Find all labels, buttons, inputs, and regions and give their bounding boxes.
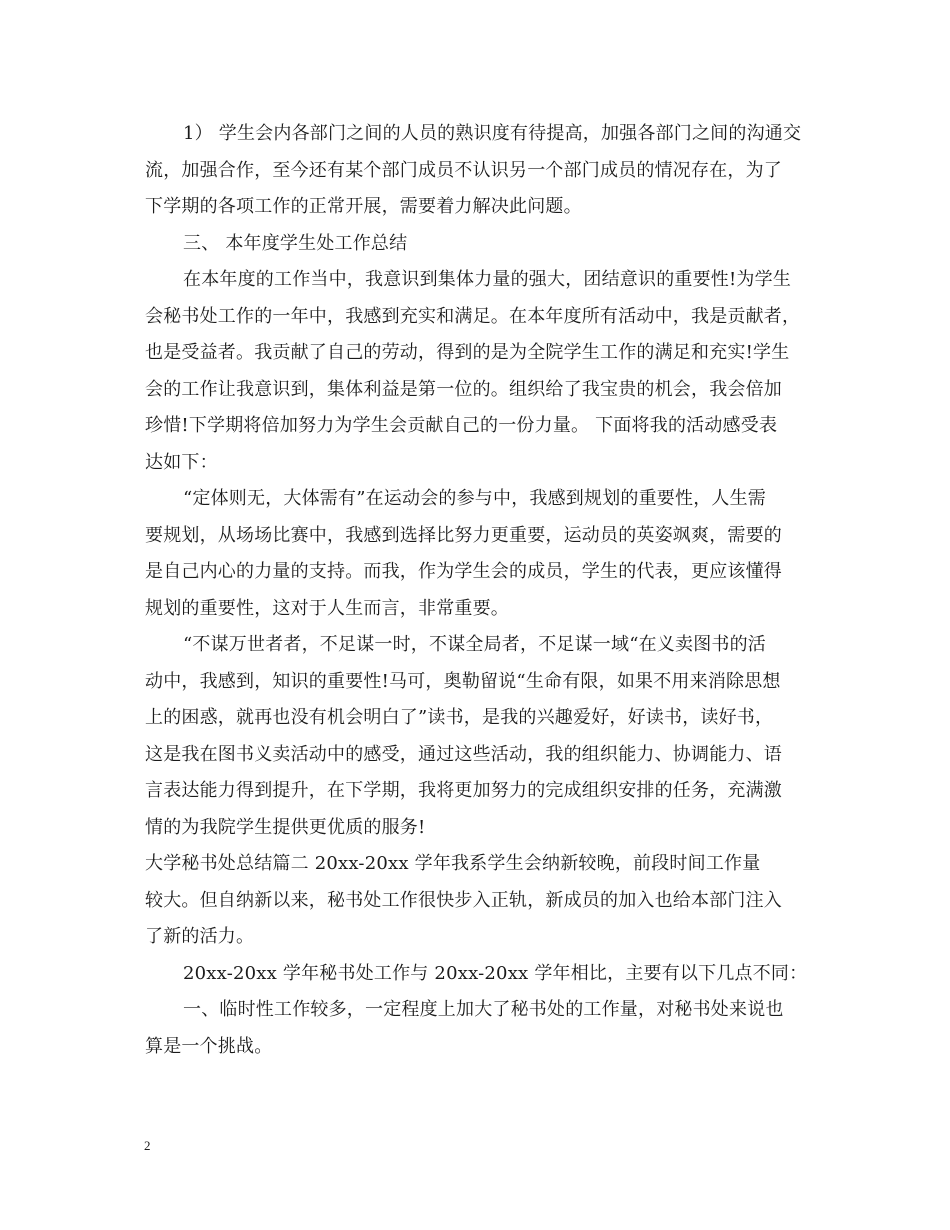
document-body	[145, 116, 807, 1065]
paragraph-line: 会的工作让我意识到，集体利益是第一位的。组织给了我宝贵的机会，我会倍加	[145, 378, 782, 400]
page-number: 2	[144, 1138, 151, 1153]
paragraph-line: 言表达能力得到提升，在下学期，我将更加努力的完成组织安排的任务，充满激	[145, 780, 782, 801]
paragraph-line: 是自己内心的力量的支持。而我，作为学生会的成员，学生的代表，更应该懂得	[145, 561, 782, 582]
paragraph-line: “定体则无，大体需有”在运动会的参与中，我感到规划的重要性，人生需	[183, 488, 767, 509]
paragraph-line: 珍惜!下学期将倍加努力为学生会贡献自己的一份力量。 下面将我的活动感受表	[145, 415, 778, 436]
section-heading: 三、 本年度学生处工作总结	[183, 232, 408, 254]
paragraph-line: 动中，我感到，知识的重要性!马可，奥勒留说“生命有限，如果不用来消除思想	[145, 670, 781, 692]
paragraph-line: 上的困惑，就再也没有机会明白了”读书，是我的兴趣爱好，好读书，读好书，	[145, 707, 774, 728]
article-title-line: 大学秘书处总结篇二 20xx-20xx 学年我系学生会纳新较晚，前段时间工作量	[145, 853, 761, 874]
paragraph-line: 较大。但自纳新以来，秘书处工作很快步入正轨，新成员的加入也给本部门注入	[145, 889, 782, 911]
paragraph-line: 这是我在图书义卖活动中的感受，通过这些活动，我的组织能力、协调能力、语	[145, 743, 782, 765]
paragraph-line: 也是受益者。我贡献了自己的劳动，得到的是为全院学生工作的满足和充实!学生	[145, 342, 790, 363]
paragraph-line: 规划的重要性，这对于人生而言，非常重要。	[145, 597, 509, 619]
paragraph-line: 一、临时性工作较多，一定程度上加大了秘书处的工作量，对秘书处来说也	[183, 999, 784, 1020]
paragraph-line: “不谋万世者者，不足谋一时，不谋全局者，不足谋一域“在义卖图书的活	[183, 634, 767, 655]
paragraph-line: 了新的活力。	[145, 926, 255, 947]
paragraph-line: 流，加强合作，至今还有某个部门成员不认识另一个部门成员的情况存在，为了	[145, 159, 782, 181]
paragraph-line: 情的为我院学生提供更优质的服务!	[145, 816, 426, 838]
paragraph-line: 会秘书处工作的一年中，我感到充实和满足。在本年度所有活动中，我是贡献者，	[145, 305, 801, 327]
paragraph-line: 达如下：	[145, 451, 218, 473]
paragraph-line: 要规划，从场场比赛中，我感到选择比努力更重要，运动员的英姿飒爽，需要的	[145, 524, 782, 546]
paragraph-line: 算是一个挑战。	[145, 1035, 273, 1057]
paragraph-line: 20xx-20xx 学年秘书处工作与 20xx-20xx 学年相比，主要有以下几点不同：	[183, 962, 808, 984]
paragraph-line: 下学期的各项工作的正常开展，需要着力解决此问题。	[145, 196, 582, 217]
paragraph-line: 在本年度的工作当中，我意识到集体力量的强大，团结意识的重要性!为学生	[183, 269, 792, 290]
paragraph-line: 1） 学生会内各部门之间的人员的熟识度有待提高，加强各部门之间的沟通交	[183, 123, 802, 144]
